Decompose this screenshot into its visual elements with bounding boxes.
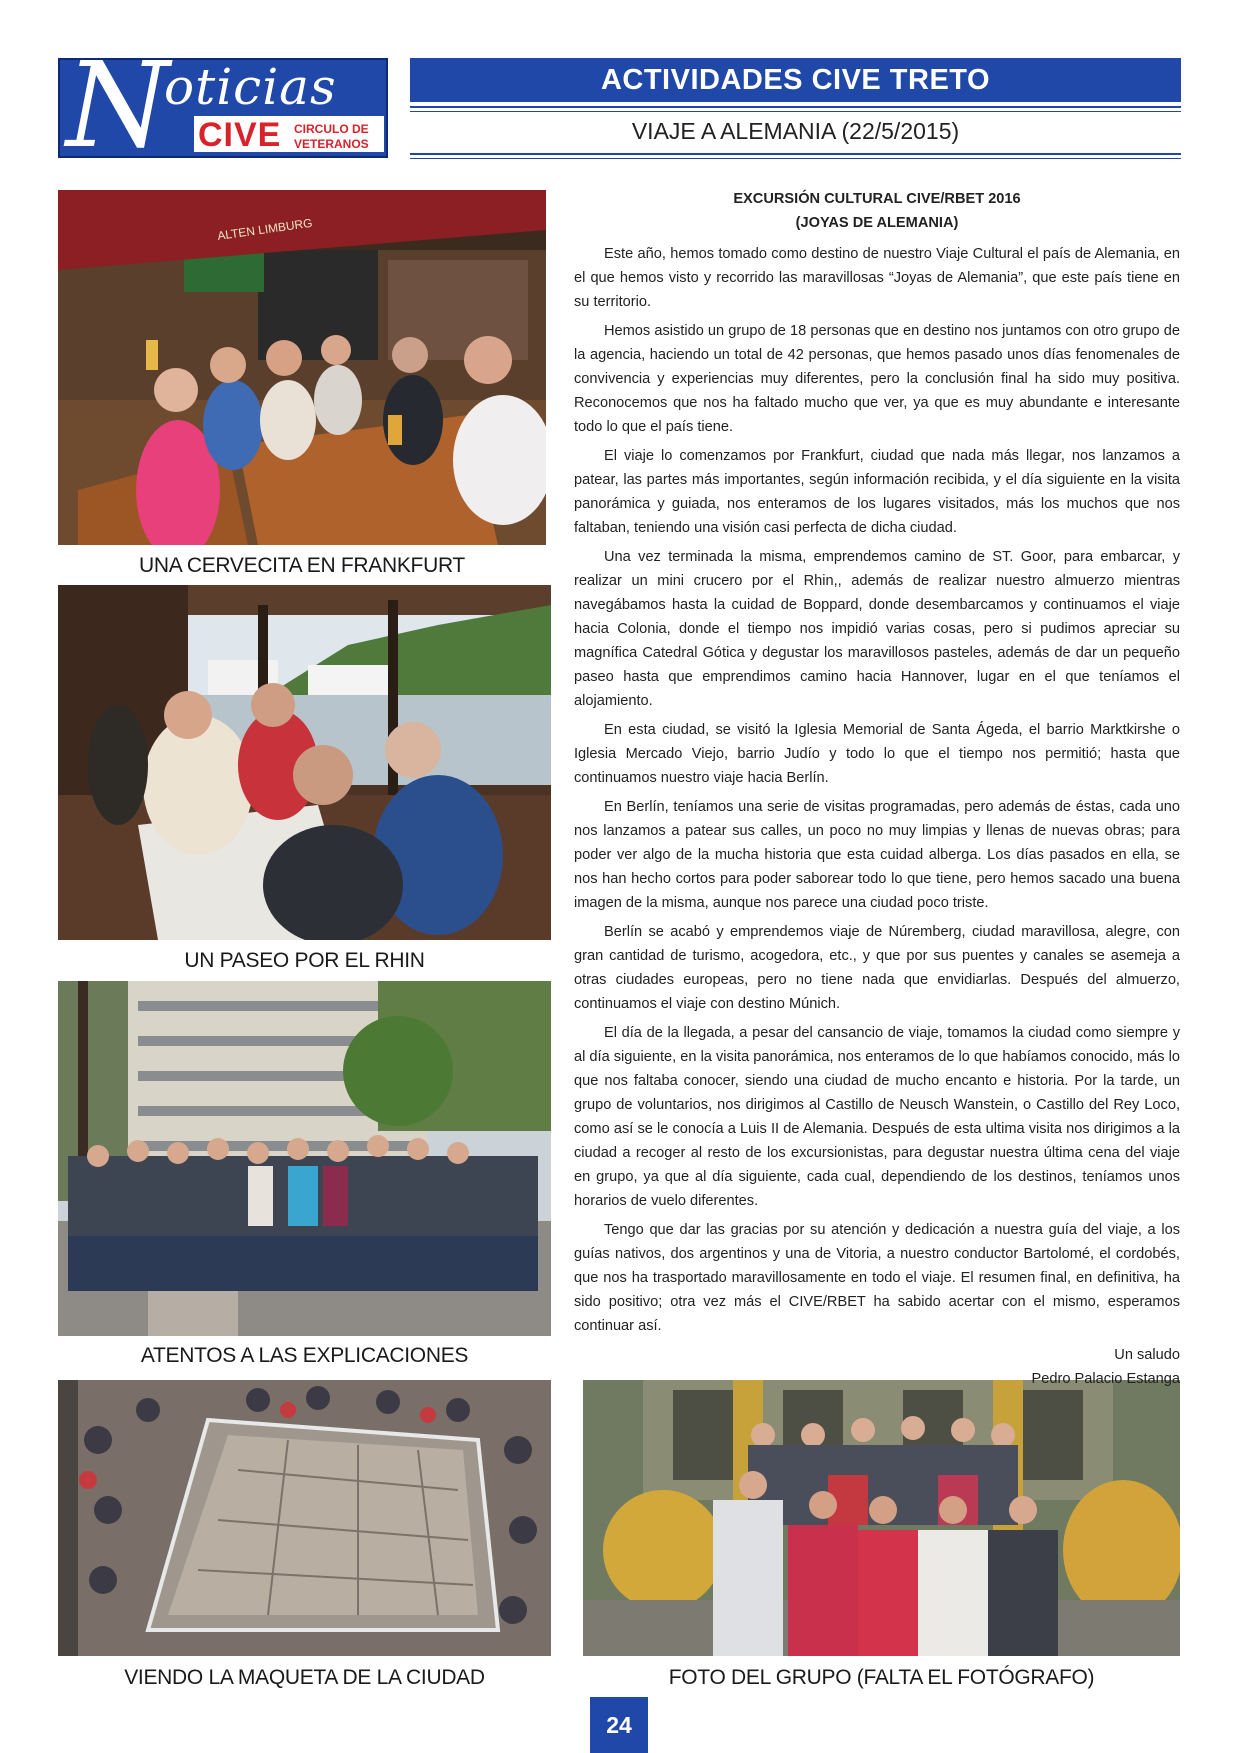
- article-paragraph: Una vez terminada la misma, emprendemos camino de ST. Goor, para embarcar, y realizar un mini crucero por el Rhin,, además de realizar nuestro almuerzo mientras navegábamos hasta la cuidad de Boppard, donde desembarcamos y continuamos el viaje hacia Colonia, donde el tiempo nos impidió varias cosas, pero si pudimos apreciar su magnífica Catedral Gótica y degustar los maravillosos pasteles, además de dar un pequeño paseo hasta que emprendimos camino hacia Hannover, lugar en el que teníamos el alojamiento.: [574, 549, 1180, 709]
- article-paragraph: En esta ciudad, se visitó la Iglesia Memorial de Santa Ágeda, el barrio Marktkirshe o Iglesia Mercado Viejo, barrio Judío y todo lo que el tiempo nos permitió; hasta que continuamos nuestro viaje hacia Berlín.: [574, 722, 1180, 786]
- subtitle-rule: [410, 153, 1181, 155]
- article-paragraph: Berlín se acabó y emprendemos viaje de Núremberg, ciudad maravillosa, alegre, con gran cantidad de turismo, acogedora, etc., y que por sus puentes y canales se asemeja a otras ciudades europeas, pero no tiene nada que envidiarlas. Después del almuerzo, continuamos el viaje con destino Múnich.: [574, 924, 1180, 1012]
- article-title: EXCURSIÓN CULTURAL CIVE/RBET 2016: [733, 191, 1021, 207]
- article-paragraph: Hemos asistido un grupo de 18 personas que en destino nos juntamos con otro grupo de la agencia, haciendo un total de 42 personas, que hemos pasado unos días fenomenales de convivencia y experiencias muy diferentes, pero la conclusión final ha sido muy positiva. Reconocemos que nos ha faltado mucho que ver, ya que es muy abundante e interesante todo lo que el país tiene.: [574, 323, 1180, 435]
- article-paragraph: Tengo que dar las gracias por su atención y dedicación a nuestra guía del viaje, a los guías nativos, dos argentinos y una de Vitoria, a nuestro conductor Bartolomé, el cordobés, que nos ha trasportado maravillosamente en todo el viaje. El resumen final, en definitiva, ha sido positivo; otra vez más el CIVE/RBET ha sabido acertar con el mismo, esperamos continuar así.: [574, 1222, 1180, 1334]
- article-paragraph: Este año, hemos tomado como destino de nuestro Viaje Cultural el país de Alemania, en el que hemos visto y recorrido las maravillosas “Joyas de Alemania”, que este país tiene en su territorio.: [574, 246, 1180, 310]
- article-title-sub: (JOYAS DE ALEMANIA): [795, 215, 959, 231]
- author-name: Pedro Palacio Estanga: [1031, 1371, 1180, 1387]
- noticias-cive-logo: [58, 58, 388, 158]
- section-title: ACTIVIDADES CIVE TRETO: [410, 58, 1181, 102]
- photo-caption: ATENTOS A LAS EXPLICACIONES: [140, 1344, 469, 1367]
- photo-rhine-cruise: [58, 585, 551, 940]
- article-paragraph: El viaje lo comenzamos por Frankfurt, ciudad que nada más llegar, nos lanzamos a patear, las partes más importantes, según información recibida, y el día siguiente en la visita panorámica y guiada, nos enteramos de los lugares visitados, más los muchos que nos faltaban, teniendo una visión casi perfecta de dicha ciudad.: [574, 448, 1180, 536]
- photo-city-model: [58, 1380, 551, 1656]
- article-paragraph: En Berlín, teníamos una serie de visitas programadas, pero además de éstas, cada uno nos lanzamos a patear sus calles, un poco no muy limpias y llenas de nuevas obras; para poder ver algo de la mucha historia que esta cuidad alberga. Los días pasados en ella, se nos han hecho cortos para poder saborear todo lo que tiene, pero hemos sacado una buena imagen de la misma, aunque nos parece una ciudad poco triste.: [574, 799, 1180, 911]
- photo-caption: FOTO DEL GRUPO (FALTA EL FOTÓGRAFO): [668, 1666, 1095, 1689]
- logo-subtitle-line1: CIRCULO DE: [294, 122, 369, 136]
- header-rule: [410, 106, 1181, 108]
- logo-word: oticias: [164, 58, 337, 116]
- logo-initial: N: [66, 58, 170, 158]
- header-rule: [410, 111, 1181, 112]
- subtitle-rule: [410, 158, 1181, 159]
- logo-brand: CIVE: [198, 116, 282, 154]
- logo-subtitle-line2: VETERANOS: [294, 137, 369, 151]
- photo-group-portrait: [583, 1380, 1180, 1656]
- photo-caption: UN PASEO POR EL RHIN: [184, 949, 425, 972]
- photo-caption: UNA CERVECITA EN FRANKFURT: [139, 554, 465, 577]
- page-number: 24: [590, 1697, 648, 1753]
- awning-sign-text: ALTEN LIMBURG: [216, 215, 314, 243]
- photo-caption: VIENDO LA MAQUETA DE LA CIUDAD: [124, 1666, 485, 1689]
- article-body: [574, 188, 1180, 1391]
- photo-group-street: [58, 981, 551, 1336]
- article-subtitle: VIAJE A ALEMANIA (22/5/2015): [631, 118, 960, 144]
- closing-greeting: Un saludo: [1114, 1347, 1180, 1363]
- photo-frankfurt-beer: [58, 190, 546, 545]
- article-paragraph: El día de la llegada, a pesar del cansancio de viaje, tomamos la ciudad como siempre y al día siguiente, en la visita panorámica, nos enteramos de lo que habíamos conocido, más lo que nos faltaba conocer, siendo una ciudad de mucho encanto e historia. Por la tarde, un grupo de voluntarios, nos dirigimos al Castillo de Neusch Wanstein, o Castillo del Rey Loco, como así se le conocía a Luis II de Alemania. Después de esta ultima visita nos dirigimos a la ciudad a recoger al resto de los excursionistas, para degustar nuestra última cena del viaje en grupo, ya que al día siguiente, cada cual, dependiendo de los destinos, teníamos unos horarios de vuelo diferentes.: [574, 1025, 1180, 1209]
